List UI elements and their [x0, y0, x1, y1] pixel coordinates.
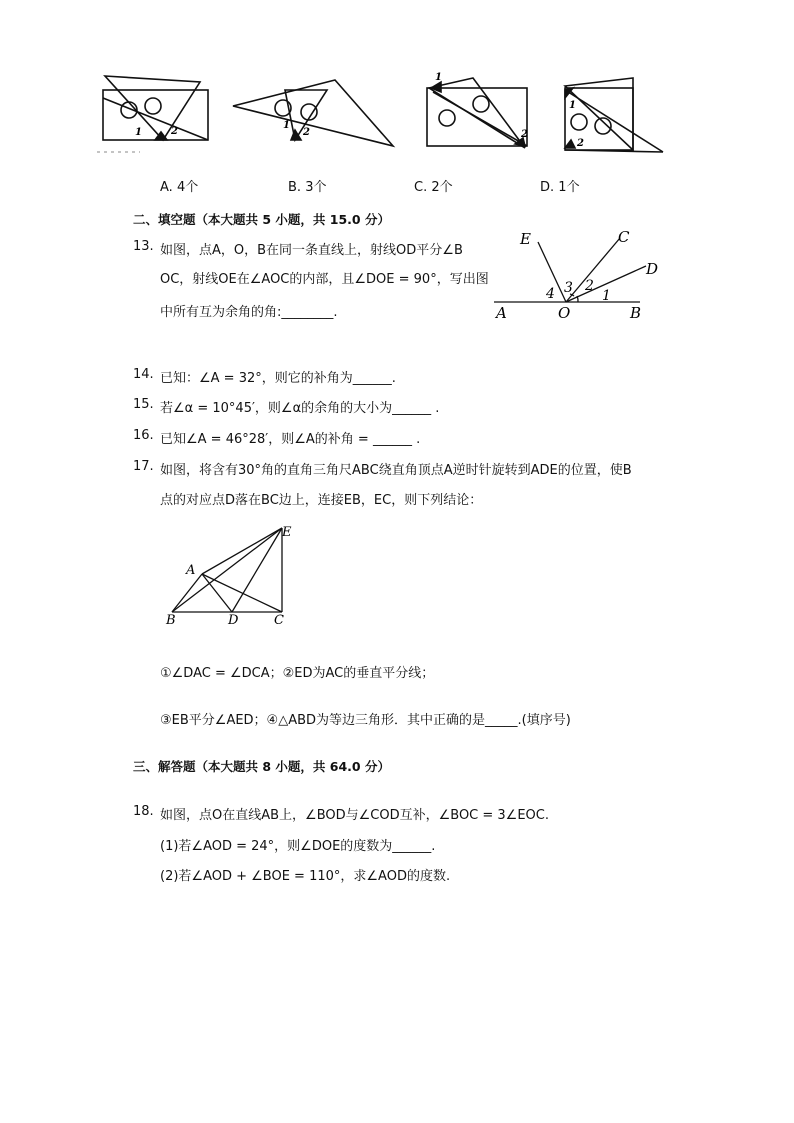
q13-label-o: O [558, 304, 571, 322]
q12-option-b: B. 3个 [288, 180, 327, 195]
q13-line-2: OC，射线OE在∠AOC的内部，且∠DOE = 90°，写出图 [160, 272, 489, 287]
q17-statement-1: ①∠DAC = ∠DCA；②ED为AC的垂直平分线； [160, 666, 435, 681]
q13-label-c: C [618, 228, 630, 246]
q12-f2-label-1: 1 [283, 120, 290, 131]
q12-figure-3 [427, 78, 527, 148]
q17-statement-2: ③EB平分∠AED；④△ABD为等边三角形．其中正确的是_____.(填序号) [160, 713, 571, 728]
q12-f4-label-1: 1 [569, 100, 576, 111]
q13-angle-1: 1 [602, 288, 611, 304]
q12-f1-label-1: 1 [135, 127, 142, 138]
q12-f4-label-2: 2 [577, 138, 584, 149]
q14-number: 14. [133, 367, 154, 382]
q18-part-1: (1)若∠AOD = 24°，则∠DOE的度数为______. [160, 839, 436, 854]
q17-figure [160, 520, 300, 628]
q13-angle-2: 2 [585, 278, 594, 294]
q17-label-c: C [274, 613, 284, 628]
q17-line-1: 如图，将含有30°角的直角三角尺ABC绕直角顶点A逆时针旋转到ADE的位置，使B [160, 463, 632, 478]
q12-figures [95, 68, 685, 164]
q15-text: 若∠α = 10°45′，则∠α的余角的大小为______ . [160, 401, 440, 416]
q14-text: 已知：∠A = 32°，则它的补角为______. [160, 371, 396, 386]
q13-label-a: A [496, 304, 507, 322]
q12-option-d: D. 1个 [540, 180, 580, 195]
q17-number: 17. [133, 459, 154, 474]
q17-line-2: 点的对应点D落在BC边上，连接EB，EC，则下列结论： [160, 493, 483, 508]
q16-number: 16. [133, 428, 154, 443]
q15-number: 15. [133, 397, 154, 412]
q13-angle-4: 4 [546, 286, 555, 302]
q17-label-b: B [166, 613, 176, 628]
q12-option-c: C. 2个 [414, 180, 453, 195]
q13-number: 13. [133, 239, 154, 254]
q17-label-e: E [282, 525, 292, 540]
q13-line-1: 如图，点A，O，B在同一条直线上，射线OD平分∠B [160, 243, 463, 258]
q13-label-e: E [520, 230, 531, 248]
q18-number: 18. [133, 804, 154, 819]
q12-figure-1 [103, 76, 208, 140]
q12-option-a: A. 4个 [160, 180, 199, 195]
q17-label-a: A [186, 563, 196, 578]
q12-f3-label-2: 2 [521, 129, 528, 140]
q12-f1-label-2: 2 [171, 126, 178, 137]
q18-part-2: (2)若∠AOD + ∠BOE = 110°，求∠AOD的度数. [160, 869, 451, 884]
q13-line-3: 中所有互为余角的角:________. [160, 305, 338, 320]
q13-figure [490, 226, 670, 324]
q16-text: 已知∠A = 46°28′，则∠A的补角 = ______ . [160, 432, 421, 447]
q17-label-d: D [228, 613, 239, 628]
q13-label-d: D [646, 260, 659, 278]
q18-line-1: 如图，点O在直线AB上，∠BOD与∠COD互补，∠BOC = 3∠EOC. [160, 808, 549, 823]
q12-f3-label-1: 1 [435, 72, 442, 83]
q13-angle-3: 3 [564, 280, 573, 296]
q13-label-b: B [630, 304, 642, 322]
q12-figure-2 [233, 80, 393, 146]
q12-f2-label-2: 2 [303, 127, 310, 138]
section-3-title: 三、解答题（本大题共 8 小题，共 64.0 分） [133, 759, 390, 774]
section-2-title: 二、填空题（本大题共 5 小题，共 15.0 分） [133, 212, 390, 227]
